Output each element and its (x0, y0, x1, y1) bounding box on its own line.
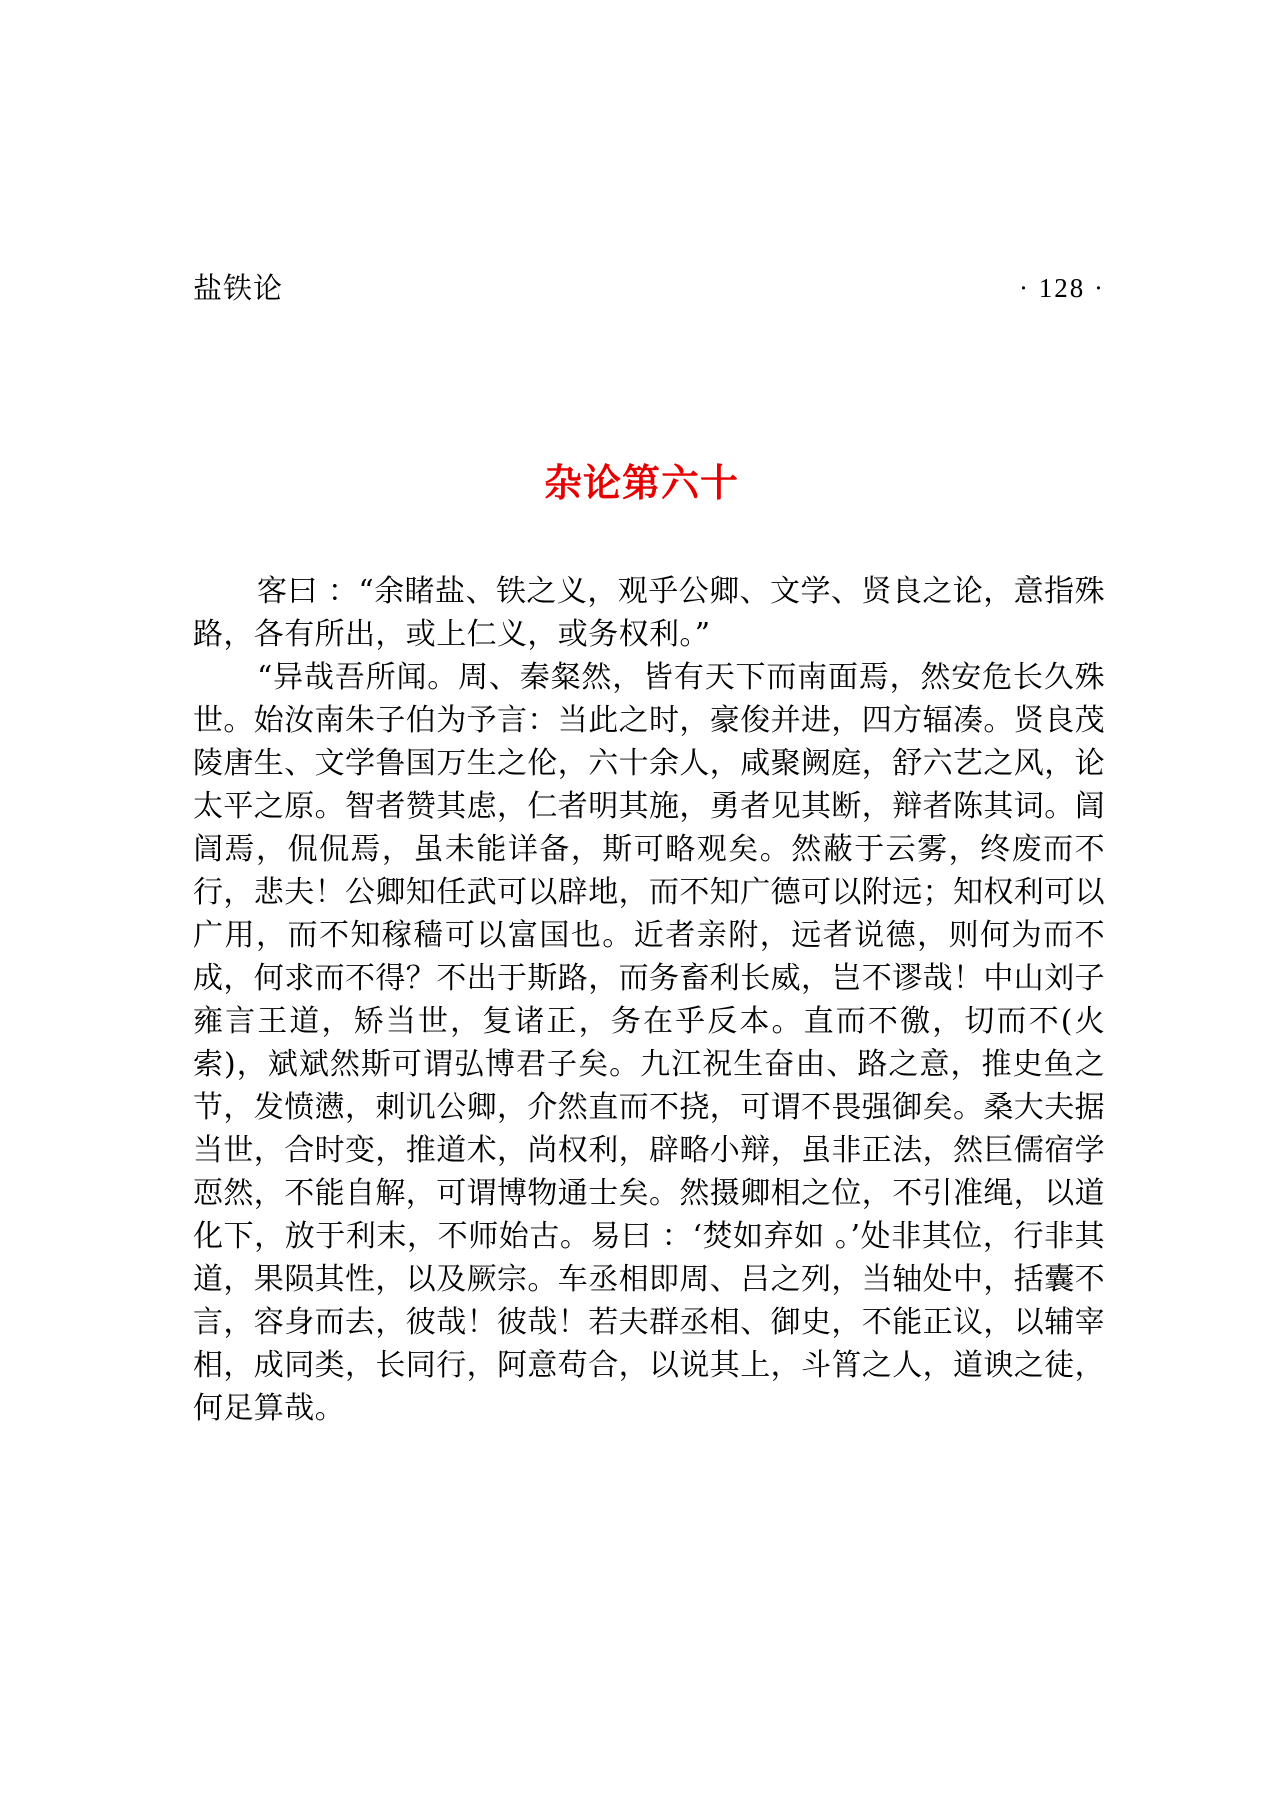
chapter-title: 杂论第六十 (543, 461, 739, 505)
chapter-body (193, 570, 1105, 1430)
running-header (193, 268, 1105, 308)
page-number: · 128 · (1019, 273, 1105, 303)
book-title: 盐铁论 (193, 271, 284, 305)
paragraph: “异哉吾所闻。周、秦粲然，皆有天下而南面焉，然安危长久殊世。始汝南朱子伯为予言：当此之时，豪俊并进，四方辐凑。贤良茂陵唐生、文学鲁国万生之伦，六十余人，咸聚阙庭，舒六艺之风，论太平之原。智者赞其虑，仁者明其施，勇者见其断，辩者陈其词。訚訚焉，侃侃焉，虽未能详备，斯可略观矣。然蔽于云雾，终废而不行，悲夫！公卿知任武可以辟地，而不知广德可以附远；知权利可以广用，而不知稼穑可以富国也。近者亲附，远者说德，则何为而不成，何求而不得？不出于斯路，而务畜利长威，岂不谬哉！中山刘子雍言王道，矫当世，复诸正，务在乎反本。直而不徼，切而不(火索)，斌斌然斯可谓弘博君子矣。九江祝生奋由、路之意，推史鱼之节，发愤懑，刺讥公卿，介然直而不挠，可谓不畏强御矣。桑大夫据当世，合时变，推道术，尚权利，辟略小辩，虽非正法，然巨儒宿学恧然，不能自解，可谓博物通士矣。然摄卿相之位，不引准绳，以道化下，放于利末，不师始古。易曰 ：‘焚如弃如 。’处非其位，行非其道，果陨其性，以及厥宗。车丞相即周、吕之列，当轴处中，括囊不言，容身而去，彼哉！彼哉！若夫群丞相、御史，不能正议，以辅宰相，成同类，长同行，阿意苟合，以说其上，斗筲之人，道谀之徒，何足算哉。 (193, 660, 1105, 1426)
paragraph: 客曰 ：“余睹盐、铁之义，观乎公卿、文学、贤良之论，意指殊路，各有所出，或上仁义，或务权利。” (193, 574, 1105, 652)
